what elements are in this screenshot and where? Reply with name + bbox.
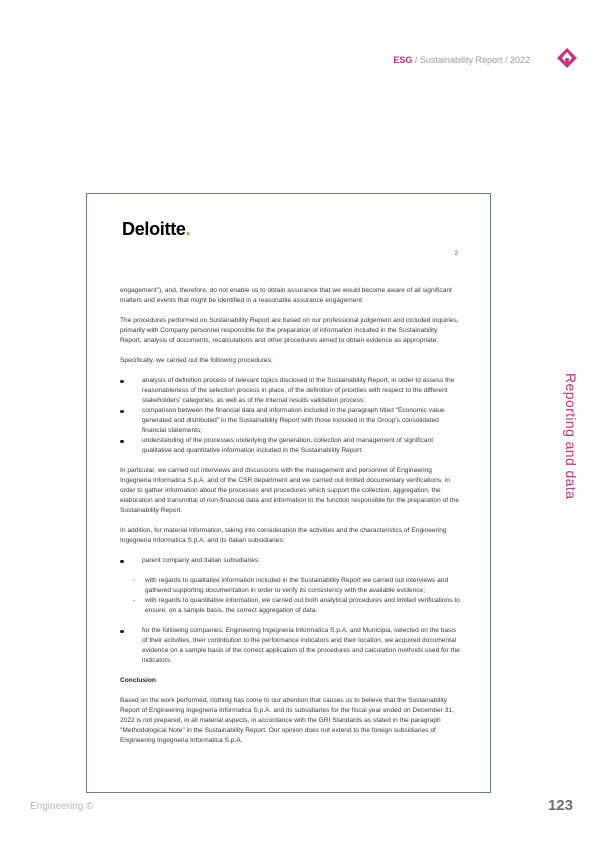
list-item [120,436,460,456]
list-item [120,626,460,666]
paragraph-procedures-intro: Specifically, we carried out the following procedures: [120,357,273,364]
procedure-text: analysis of definition process of relevant topics disclosed in the Sustainability Report, in order to assess the reasonableness of the selection process in place, of the definition of priorities with respect to the different stakeholders' categories, as well as of the internal results validation process; [142,377,455,404]
paragraph-procedures-basis: The procedures performed on Sustainability Report are based on our professional judgement and included inquiries, primarily with Company personnel responsible for the preparation of information included in the Sustainability Report, analysis of documents, recalculations and other procedures aimed to obtain evidence as appropriate. [120,317,459,344]
bullet-icon [120,410,124,414]
scope-list-companies [120,626,460,666]
conclusion-heading: Conclusion [120,677,156,684]
bullet-icon [120,380,124,384]
report-header [393,55,530,65]
paragraph-material-info: In addition, for material information, taking into consideration the activities and the characteristics of Engineering Ingegneria Informatica S.p.A. and its Italian subsidiaries: [120,527,447,544]
paragraph-interviews: In particular, we carried out interviews and discussions with the management and personnel of Engineering Ingegneria Informatica S.p.A. and of the CSR department and we carried out limited documentary verifications, in order to gather information about the processes and procedures which support the collection, aggregation, the elaboration and transmittal of non-financial data and information to the function responsible for the preparation of the Sustainability Report. [120,467,460,514]
procedures-list [120,376,460,456]
list-item [120,376,460,406]
dash-icon: - [133,597,136,604]
deloitte-logo-text: Deloitte [122,219,186,239]
procedure-text: understanding of the processes underlying the generation, collection and management of significant qualitative and quantitative information included in the Sustainability Report. [142,437,434,454]
header-esg: ESG [393,55,413,65]
procedure-text: comparison between the financial data and information included in the paragraph titled "Economic value generated and distributed" in the Sustainability Report with those included in the Group's consolidated financial statements; [142,407,445,434]
scope-companies-text: for the following companies, Engineering Ingegneria Informatica S.p.A. and Municipia, selected on the basis of their activities, their contribution to the performance indicators and their location, we acquired documental evidence on a sample basis of the correct application of the procedures and calculation methods used for the indicators. [142,627,460,664]
dash-icon: - [133,577,136,584]
bullet-icon [120,630,124,634]
doc-page-number: 2 [454,251,458,257]
bullet-icon [120,560,124,564]
scope-parent-text: parent company and Italian subsidiaries: [142,557,261,564]
engineering-logo-icon [556,47,578,69]
section-side-label: Reporting and data [563,373,579,500]
list-item [120,556,460,566]
deloitte-logo [122,219,190,240]
deloitte-logo-dot: . [185,219,191,239]
scope-list [120,556,460,566]
auditor-report-page [86,193,491,793]
list-item [120,596,460,616]
footer-page-number: 123 [547,797,573,814]
bullet-icon [120,440,124,444]
footer-brand: Engineering © [30,801,94,812]
header-subtitle: / Sustainability Report / 2022 [414,55,530,65]
paragraph-conclusion: Based on the work performed, nothing has come to our attention that causes us to believe that the Sustainability Report of Engineering Ingegneria Informatica S.p.A. and its subsidiaries for the fiscal year ended on December 31, 2022 is not prepared, in all material aspects, in accordance with the GRI Standards as stated in the paragraph "Methodological Note" in the Sustainability Report. Our opinion does not extend to the foreign subsidiaries of Engineering Ingegneria Informatica S.p.A. [120,697,454,744]
list-item [120,576,460,596]
list-item [120,406,460,436]
paragraph-assurance-limit: engagement"), and, therefore, do not enable us to obtain assurance that we would become aware of all significant matters and events that might be identified in a reasonable assurance engagement. [120,287,452,304]
sub-procedure-text: with regards to quantitative information, we carried out both analytical procedures and limited verifications to ensure, on a sample basis, the correct aggregation of data. [145,597,460,614]
report-body [120,286,460,756]
sub-procedure-text: with regards to qualitative information included in the Sustainability Report we carried out interviews and gathered supporting documentation in order to verify its consistency with the available evidence; [145,577,449,594]
sub-procedures-list [120,576,460,616]
